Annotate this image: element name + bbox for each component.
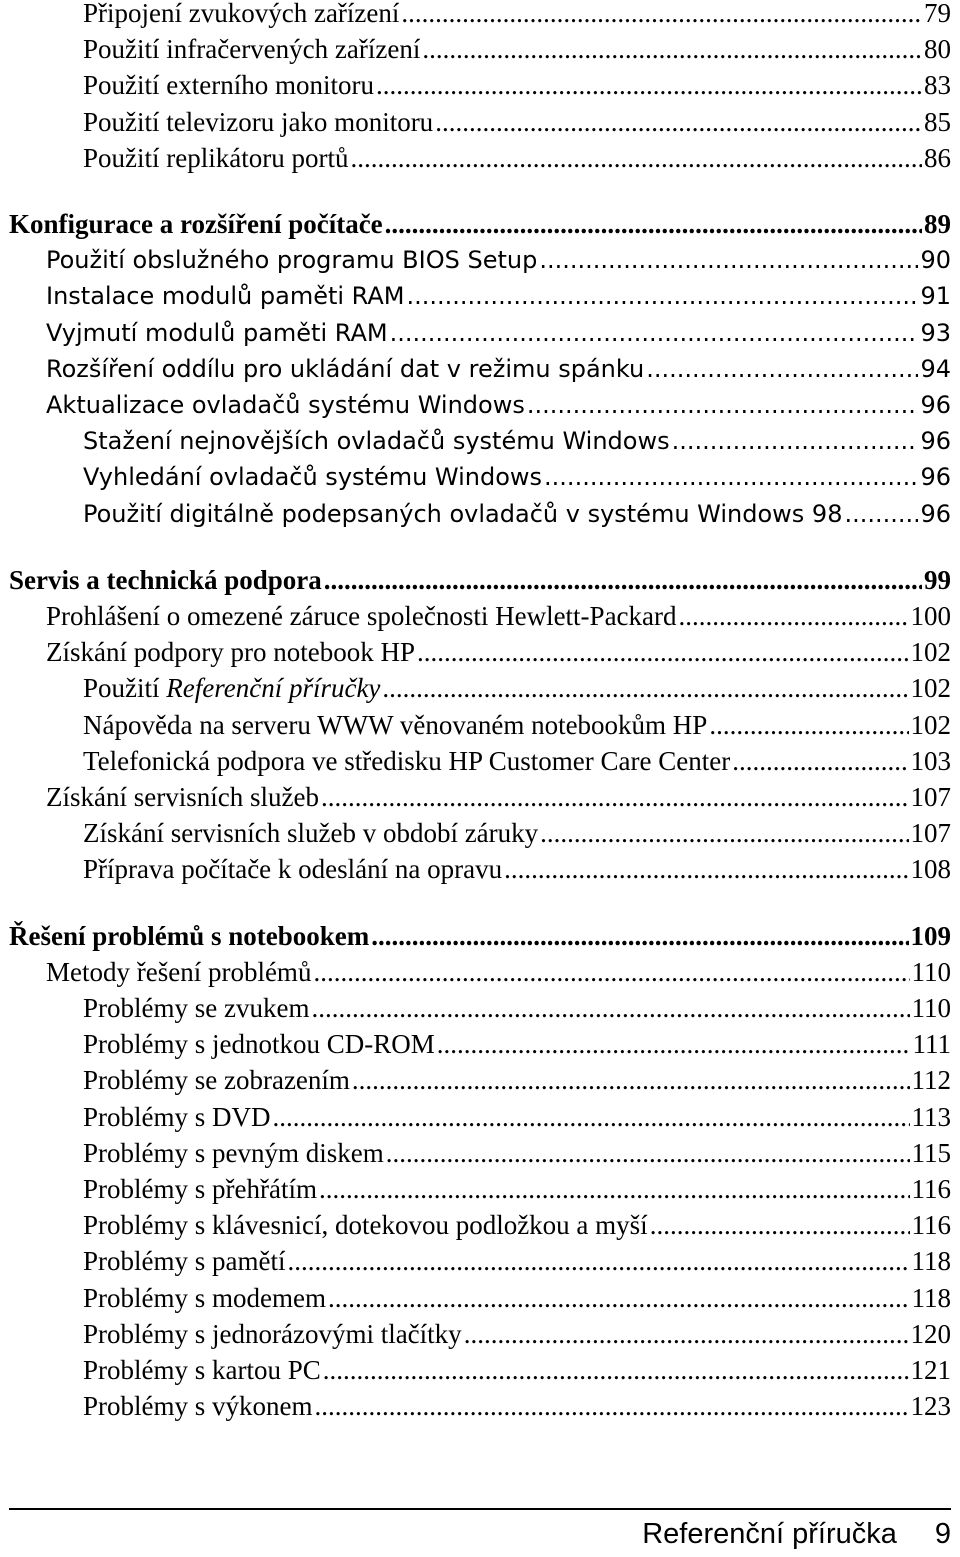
toc-entry-text: Problémy s pevným diskem <box>83 1137 384 1168</box>
toc-entry-text: Připojení zvukových zařízení <box>83 0 400 28</box>
toc-entry-page: 96 <box>920 427 951 456</box>
toc-entry-page: 86 <box>924 142 951 173</box>
dot-leader <box>324 562 922 598</box>
footer-rule <box>9 1508 951 1510</box>
toc-entry-title <box>83 670 380 706</box>
toc-entry[interactable] <box>83 1062 951 1098</box>
toc-entry-title <box>83 1388 313 1424</box>
toc-entry-page: 123 <box>910 1391 951 1422</box>
toc-entry-title <box>83 31 420 67</box>
toc-entry-page: 121 <box>910 1355 951 1385</box>
toc-entry[interactable] <box>83 707 951 743</box>
toc-entry[interactable] <box>83 1388 951 1424</box>
toc-entry-text: Použití infračervených zařízení <box>83 34 421 65</box>
toc-entry-text: Problémy s přehřátím <box>83 1174 317 1204</box>
toc-entry-title <box>9 206 383 242</box>
toc-entry-title <box>83 0 399 31</box>
toc-entry-page: 110 <box>911 956 951 987</box>
toc-entry-title <box>83 1280 326 1316</box>
toc-entry[interactable] <box>83 1243 951 1279</box>
toc-entry-text: Vyjmutí modulů paměti RAM <box>46 318 388 347</box>
toc-entry-text: Problémy s výkonem <box>83 1391 313 1422</box>
dot-leader <box>382 670 908 706</box>
toc-entry-title <box>46 954 311 990</box>
dot-leader <box>376 67 922 103</box>
toc-entry[interactable] <box>46 351 951 387</box>
toc-entry-text: Použití televizoru jako monitoru <box>83 106 434 137</box>
dot-leader <box>464 1316 909 1352</box>
toc-entry-title <box>83 1099 271 1135</box>
toc-entry[interactable] <box>83 670 951 706</box>
dot-leader <box>371 918 908 954</box>
dot-leader <box>844 496 918 532</box>
toc-entry-page: 108 <box>910 854 951 885</box>
toc-entry[interactable] <box>83 104 951 140</box>
toc-entry-text: Konfigurace a rozšíření počítače <box>9 209 383 239</box>
toc-entry-page: 116 <box>911 1174 951 1204</box>
toc-entry-text: Metody řešení problémů <box>46 956 312 987</box>
toc-entry-title <box>83 67 374 103</box>
toc-entry-title <box>83 140 348 176</box>
toc-entry-page: 89 <box>924 209 951 239</box>
toc-entry-text: Problémy s DVD <box>83 1101 271 1132</box>
toc-entry-page: 85 <box>924 106 951 137</box>
dot-leader <box>328 1280 910 1316</box>
toc-entry-page: 80 <box>924 34 951 65</box>
toc-entry-text: Problémy se zvukem <box>83 993 310 1023</box>
toc-entry-page: 83 <box>924 70 951 101</box>
toc-entry[interactable] <box>83 423 951 459</box>
toc-entry[interactable] <box>83 851 951 887</box>
toc-entry-page: 110 <box>911 993 951 1023</box>
toc-entry-title <box>83 1352 321 1388</box>
toc-entry-italic-text: Referenční příručky <box>166 673 381 704</box>
toc-entry-page: 109 <box>910 920 951 951</box>
toc-entry-text: Rozšíření oddílu pro ukládání dat v režimu spánku <box>46 354 645 383</box>
dot-leader <box>650 1207 910 1243</box>
toc-entry-text: Získání servisních služeb v období záruky <box>83 818 539 849</box>
dot-leader <box>401 0 922 31</box>
toc-entry-text: Aktualizace ovladačů systému Windows <box>46 391 525 419</box>
toc-entry-text: Prohlášení o omezené záruce společnosti Hewlett-Packard <box>46 601 677 631</box>
footer-page-number: 9 <box>934 1518 951 1550</box>
toc-entry-title <box>83 459 542 495</box>
dot-leader <box>422 31 922 67</box>
toc-entry-title <box>46 242 537 278</box>
toc-entry-title <box>46 598 677 634</box>
toc-entry-title <box>83 496 842 532</box>
toc-entry-title <box>83 104 433 140</box>
toc-entry[interactable] <box>9 562 951 598</box>
toc-entry[interactable] <box>83 1316 951 1352</box>
toc-entry-title <box>46 278 405 314</box>
dot-leader <box>709 707 908 743</box>
toc-entry[interactable] <box>83 1280 951 1316</box>
toc-entry[interactable] <box>83 0 951 31</box>
toc-entry-page: 79 <box>924 0 951 28</box>
toc-entry-text: Řešení problémů s notebookem <box>9 920 370 951</box>
toc-entry-text: Stažení nejnovějších ovladačů systému Windows <box>83 427 670 456</box>
toc-entry-title <box>9 918 369 954</box>
toc-entry-page: 115 <box>911 1137 951 1168</box>
toc-entry-text: Příprava počítače k odeslání na opravu <box>83 854 503 885</box>
toc-entry[interactable] <box>83 459 951 495</box>
toc-entry-text: Telefonická podpora ve středisku HP Customer Care Center <box>83 745 731 776</box>
toc-entry-title <box>9 562 322 598</box>
toc-entry-page: 118 <box>911 1282 951 1313</box>
dot-leader <box>386 1135 910 1171</box>
toc-entry-title <box>46 351 644 387</box>
toc-entry[interactable] <box>83 1099 951 1135</box>
dot-leader <box>311 990 909 1026</box>
toc-entry-page: 99 <box>924 564 951 595</box>
dot-leader <box>504 851 908 887</box>
dot-leader <box>385 206 922 242</box>
toc-entry-text: Problémy s klávesnicí, dotekovou podložkou a myší <box>83 1210 648 1241</box>
toc-entry-title <box>46 315 388 351</box>
toc-entry[interactable] <box>83 1171 951 1207</box>
toc-entry-text: Použití digitálně podepsaných ovladačů v systému Windows 98 <box>83 499 843 528</box>
toc-entry-page: 96 <box>920 391 951 419</box>
toc-entry-text: Nápověda na serveru WWW věnovaném notebookům HP <box>83 709 708 740</box>
toc-entry-text: Získání podpory pro notebook HP <box>46 637 415 668</box>
toc-entry[interactable] <box>46 315 951 351</box>
toc-entry-title <box>83 1062 350 1098</box>
dot-leader <box>313 954 909 990</box>
toc-entry[interactable] <box>83 140 951 176</box>
toc-entry[interactable] <box>83 67 951 103</box>
toc-entry-text: Problémy s kartou PC <box>83 1355 321 1385</box>
toc-entry-title <box>46 634 415 670</box>
toc-entry-page: 94 <box>920 354 951 383</box>
toc-entry[interactable] <box>83 1352 951 1388</box>
toc-entry-title <box>83 707 707 743</box>
toc-entry-page: 112 <box>911 1065 951 1096</box>
toc-entry-title <box>83 1207 648 1243</box>
toc-entry-text: Získání servisních služeb <box>46 782 319 812</box>
toc-entry-title <box>46 387 525 423</box>
toc-entry-title <box>83 815 538 851</box>
dot-leader <box>679 598 909 634</box>
toc-entry-title <box>83 1243 285 1279</box>
toc-entry-text: Problémy s jednorázovými tlačítky <box>83 1318 462 1349</box>
toc-entry-page: 91 <box>920 282 951 311</box>
toc-entry[interactable] <box>9 918 951 954</box>
toc-entry[interactable] <box>83 1135 951 1171</box>
dot-leader <box>287 1243 909 1279</box>
toc-entry-title <box>83 1135 384 1171</box>
toc-entry[interactable] <box>83 743 951 779</box>
dot-leader <box>544 459 918 495</box>
dot-leader <box>646 351 918 387</box>
dot-leader <box>437 1026 911 1062</box>
toc-entry-text: Problémy se zobrazením <box>83 1065 350 1096</box>
toc-entry-page: 96 <box>920 463 951 492</box>
toc-entry-page: 96 <box>920 499 951 528</box>
toc-entry-page: 102 <box>910 709 951 740</box>
toc-entry-page: 102 <box>910 673 951 704</box>
dot-leader <box>315 1388 909 1424</box>
toc-entry[interactable] <box>46 598 951 634</box>
toc-entry[interactable] <box>83 815 951 851</box>
toc-entry[interactable] <box>83 990 951 1026</box>
toc-entry-page: 116 <box>911 1210 951 1241</box>
toc-entry-text: Servis a technická podpora <box>9 564 322 595</box>
dot-leader <box>527 387 919 423</box>
dot-leader <box>350 140 922 176</box>
toc-entry[interactable] <box>83 31 951 67</box>
toc-entry-page: 93 <box>920 318 951 347</box>
toc-entry-title <box>83 1316 462 1352</box>
toc-entry-title <box>46 779 319 815</box>
toc-entry-title <box>83 1026 435 1062</box>
dot-leader <box>352 1062 910 1098</box>
toc-entry[interactable] <box>9 206 951 242</box>
dot-leader <box>273 1099 910 1135</box>
dot-leader <box>732 743 908 779</box>
toc-entry[interactable] <box>46 278 951 314</box>
dot-leader <box>540 815 908 851</box>
toc-entry-page: 102 <box>910 637 951 668</box>
toc-entry[interactable] <box>83 1207 951 1243</box>
dot-leader <box>321 779 909 815</box>
toc-entry-title <box>83 990 309 1026</box>
toc-entry-page: 107 <box>910 818 951 849</box>
toc-entry-page: 90 <box>920 246 951 275</box>
toc-entry[interactable] <box>46 387 951 423</box>
toc-entry-text: Problémy s jednotkou CD-ROM <box>83 1029 435 1060</box>
toc-entry[interactable] <box>46 242 951 278</box>
dot-leader <box>435 104 922 140</box>
toc-entry-text: Použití obslužného programu BIOS Setup <box>46 246 538 275</box>
dot-leader <box>539 242 918 278</box>
footer-title: Referenční příručka <box>642 1518 897 1550</box>
toc-entry-title <box>83 851 502 887</box>
toc-entry-page: 111 <box>912 1029 951 1060</box>
page-footer <box>642 1518 951 1551</box>
toc-entry-text: Problémy s pamětí <box>83 1246 286 1277</box>
toc-entry-page: 107 <box>910 782 951 812</box>
dot-leader <box>390 315 919 351</box>
toc-entry-title <box>83 1171 317 1207</box>
toc-entry-text: Instalace modulů paměti RAM <box>46 282 405 311</box>
toc-entry-title <box>83 423 670 459</box>
dot-leader <box>417 634 909 670</box>
toc-entry-text: Problémy s modemem <box>83 1282 326 1313</box>
toc-entry-page: 120 <box>910 1318 951 1349</box>
dot-leader <box>323 1352 909 1388</box>
dot-leader <box>319 1171 910 1207</box>
toc-entry-text: Použití <box>83 673 167 704</box>
toc-entry-page: 100 <box>910 601 951 631</box>
toc-entry[interactable] <box>46 954 951 990</box>
toc-entry-title <box>83 743 730 779</box>
toc-entry-text: Použití externího monitoru <box>83 70 374 101</box>
toc-entry[interactable] <box>46 779 951 815</box>
toc-entry[interactable] <box>83 1026 951 1062</box>
toc-entry[interactable] <box>83 496 951 532</box>
toc-entry-page: 113 <box>911 1101 951 1132</box>
toc-entry-page: 118 <box>911 1246 951 1277</box>
toc-entry-text: Vyhledání ovladačů systému Windows <box>83 463 543 492</box>
toc-entry[interactable] <box>46 634 951 670</box>
toc-entry-page: 103 <box>910 745 951 776</box>
dot-leader <box>672 423 919 459</box>
toc-entry-text: Použití replikátoru portů <box>83 142 349 173</box>
dot-leader <box>407 278 919 314</box>
